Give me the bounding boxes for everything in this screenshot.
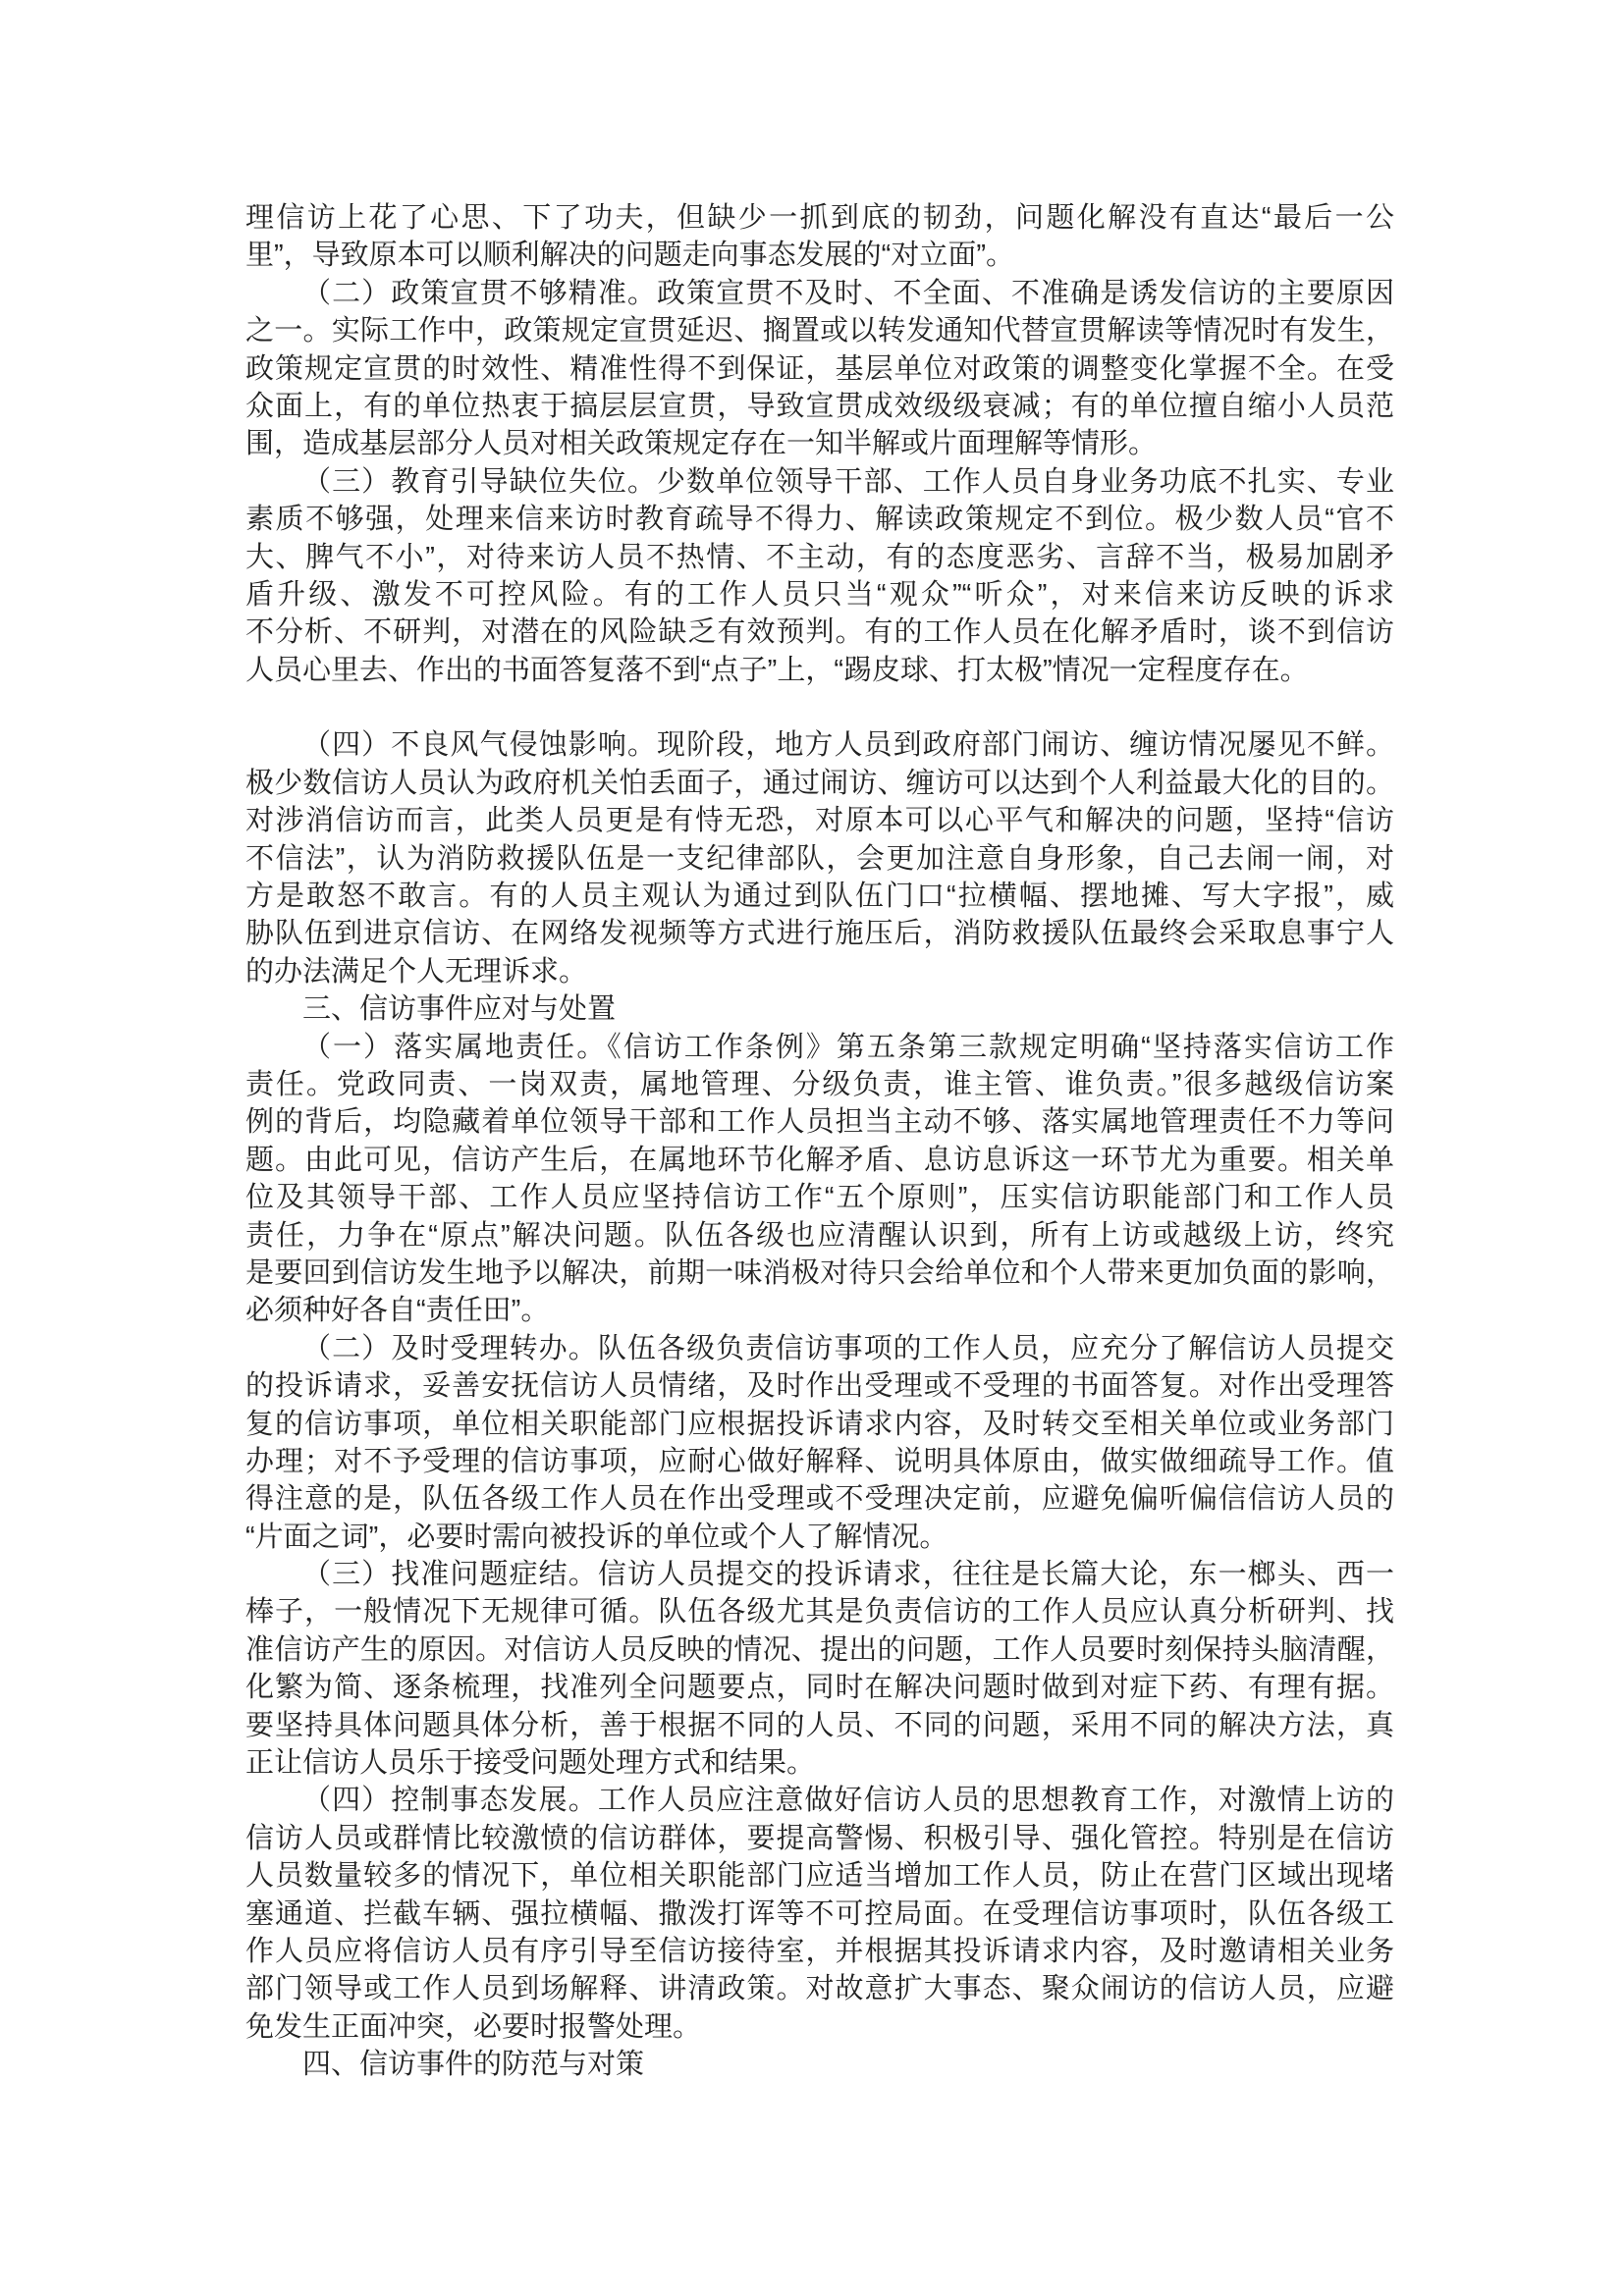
text-line: 责任。党政同责、一岗双责，属地管理、分级负责，谁主管、谁负责。”很多越级信访案 (245, 1068, 1394, 1100)
text-line: 塞通道、拦截车辆、强拉横幅、撒泼打诨等不可控局面。在受理信访事项时，队伍各级工 (245, 1897, 1394, 1930)
blank-line (245, 689, 1394, 726)
text-line: 例的背后，均隐藏着单位领导干部和工作人员担当主动不够、落实属地管理责任不力等问 (245, 1106, 1394, 1139)
text-line: 责任，力争在“原点”解决问题。队伍各级也应清醒认识到，所有上访或越级上访，终究 (245, 1219, 1394, 1252)
section-heading (245, 2046, 1394, 2083)
text-line: （三）教育引导缺位失位。少数单位领导干部、工作人员自身业务功底不扎实、专业 (302, 465, 1394, 498)
text-line: 的办法满足个人无理诉求。 (245, 955, 588, 988)
text-line: （三）找准问题症结。信访人员提交的投诉请求，往往是长篇大论，东一榔头、西一 (302, 1559, 1394, 1591)
text-line: 作人员应将信访人员有序引导至信访接待室，并根据其投诉请求内容，及时邀请相关业务 (245, 1935, 1394, 1967)
text-line: 要坚持具体问题具体分析，善于根据不同的人员、不同的问题，采用不同的解决方法，真 (245, 1709, 1394, 1741)
paragraph-4-bad-practices (245, 726, 1394, 990)
text-line: 大、脾气不小”，对待来访人员不热情、不主动，有的态度恶劣、言辞不当，极易加剧矛 (245, 541, 1394, 573)
text-line: 必须种好各自“责任田”。 (245, 1295, 550, 1327)
text-line: 极少数信访人员认为政府机关怕丢面子，通过闹访、缠访可以达到个人利益最大化的目的。 (245, 767, 1394, 799)
text-line: 化繁为简、逐条梳理，找准列全问题要点，同时在解决问题时做到对症下药、有理有据。 (245, 1672, 1394, 1704)
text-line: （二）政策宣贯不够精准。政策宣贯不及时、不全面、不准确是诱发信访的主要原因 (302, 277, 1394, 309)
text-line: 免发生正面冲突，必要时报警处理。 (245, 2010, 702, 2043)
document-body (245, 199, 1394, 2084)
paragraph-8-control-situation (245, 1782, 1394, 2046)
paragraph-2-policy-promotion (245, 275, 1394, 463)
text-line: 围，造成基层部分人员对相关政策规定存在一知半解或片面理解等情形。 (245, 428, 1158, 460)
text-line: 方是敢怒不敢言。有的人员主观认为通过到队伍门口“拉横幅、摆地摊、写大字报”，威 (245, 881, 1394, 913)
text-line: 正让信访人员乐于接受问题处理方式和结果。 (245, 1747, 816, 1780)
text-line: 是要回到信访发生地予以解决，前期一味消极对待只会给单位和个人带来更加负面的影响， (245, 1256, 1394, 1289)
text-line: （四）控制事态发展。工作人员应注意做好信访人员的思想教育工作，对激情上访的 (302, 1785, 1394, 1817)
text-line: （四）不良风气侵蚀影响。现阶段，地方人员到政府部门闹访、缠访情况屡见不鲜。 (302, 729, 1394, 762)
text-line: （二）及时受理转办。队伍各级负责信访事项的工作人员，应充分了解信访人员提交 (302, 1332, 1394, 1364)
text-line: 政策规定宣贯的时效性、精准性得不到保证，基层单位对政策的调整变化掌握不全。在受 (245, 352, 1394, 385)
paragraph-5-territorial-responsibility (245, 1029, 1394, 1330)
text-line: 盾升级、激发不可控风险。有的工作人员只当“观众”“听众”，对来信来访反映的诉求 (245, 578, 1394, 611)
text-line: 之一。实际工作中，政策规定宣贯延迟、搁置或以转发通知代替宣贯解读等情况时有发生， (245, 315, 1394, 347)
paragraph-3-education-guidance (245, 463, 1394, 689)
text-line: 部门领导或工作人员到场解释、讲清政策。对故意扩大事态、聚众闹访的信访人员，应避 (245, 1973, 1394, 2005)
text-line: 不信法”，认为消防救援队伍是一支纪律部队，会更加注意自身形象，自己去闹一闹，对 (245, 842, 1394, 875)
text-line: 人员数量较多的情况下，单位相关职能部门应适当增加工作人员，防止在营门区域出现堵 (245, 1860, 1394, 1893)
text-line: 理信访上花了心思、下了功夫，但缺少一抓到底的韧劲，问题化解没有直达“最后一公 (245, 202, 1394, 234)
text-line: 人员心里去、作出的书面答复落不到“点子”上，“踢皮球、打太极”情况一定程度存在。 (245, 654, 1309, 686)
text-line: 素质不够强，处理来信来访时教育疏导不得力、解读政策规定不到位。极少数人员“官不 (245, 504, 1394, 536)
text-line: 得注意的是，队伍各级工作人员在作出受理或不受理决定前，应避免偏听偏信信访人员的 (245, 1483, 1394, 1516)
heading-line: 四、信访事件的防范与对策 (302, 2049, 645, 2081)
text-line: “片面之词”，必要时需向被投诉的单位或个人了解情况。 (245, 1521, 948, 1553)
text-line: 复的信访事项，单位相关职能部门应根据投诉请求内容，及时转交至相关单位或业务部门 (245, 1408, 1394, 1440)
text-line: 里”，导致原本可以顺利解决的问题走向事态发展的“对立面”。 (245, 240, 1014, 272)
paragraph-continued-from-previous-page (245, 199, 1394, 275)
text-line: 的投诉请求，妥善安抚信访人员情绪，及时作出受理或不受理的书面答复。对作出受理答 (245, 1370, 1394, 1403)
text-line: 众面上，有的单位热衷于搞层层宣贯，导致宣贯成效级级衰减；有的单位擅自缩小人员范 (245, 390, 1394, 422)
text-line: 不分析、不研判，对潜在的风险缺乏有效预判。有的工作人员在化解矛盾时，谈不到信访 (245, 616, 1394, 649)
paragraph-7-identify-problem (245, 1556, 1394, 1782)
text-line: 办理；对不予受理的信访事项，应耐心做好解释、说明具体原由，做实做细疏导工作。值 (245, 1445, 1394, 1477)
text-line: 胁队伍到进京信访、在网络发视频等方式进行施压后，消防救援队伍最终会采取息事宁人 (245, 918, 1394, 950)
text-line: 信访人员或群情比较激愤的信访群体，要提高警惕、积极引导、强化管控。特别是在信访 (245, 1822, 1394, 1854)
section-heading (245, 990, 1394, 1028)
blank-text-line (245, 689, 1394, 726)
text-line: （一）落实属地责任。《信访工作条例》第五条第三款规定明确“坚持落实信访工作 (302, 1031, 1394, 1063)
text-line: 位及其领导干部、工作人员应坚持信访工作“五个原则”，压实信访职能部门和工作人员 (245, 1182, 1394, 1214)
heading-line: 三、信访事件应对与处置 (302, 993, 617, 1026)
text-line: 对涉消信访而言，此类人员更是有恃无恐，对原本可以心平气和解决的问题，坚持“信访 (245, 805, 1394, 837)
text-line: 准信访产生的原因。对信访人员反映的情况、提出的问题，工作人员要时刻保持头脑清醒， (245, 1633, 1394, 1666)
paragraph-6-timely-acceptance (245, 1330, 1394, 1556)
text-line: 题。由此可见，信访产生后，在属地环节化解矛盾、息访息诉这一环节尤为重要。相关单 (245, 1144, 1394, 1176)
text-line: 棒子，一般情况下无规律可循。队伍各级尤其是负责信访的工作人员应认真分析研判、找 (245, 1596, 1394, 1629)
